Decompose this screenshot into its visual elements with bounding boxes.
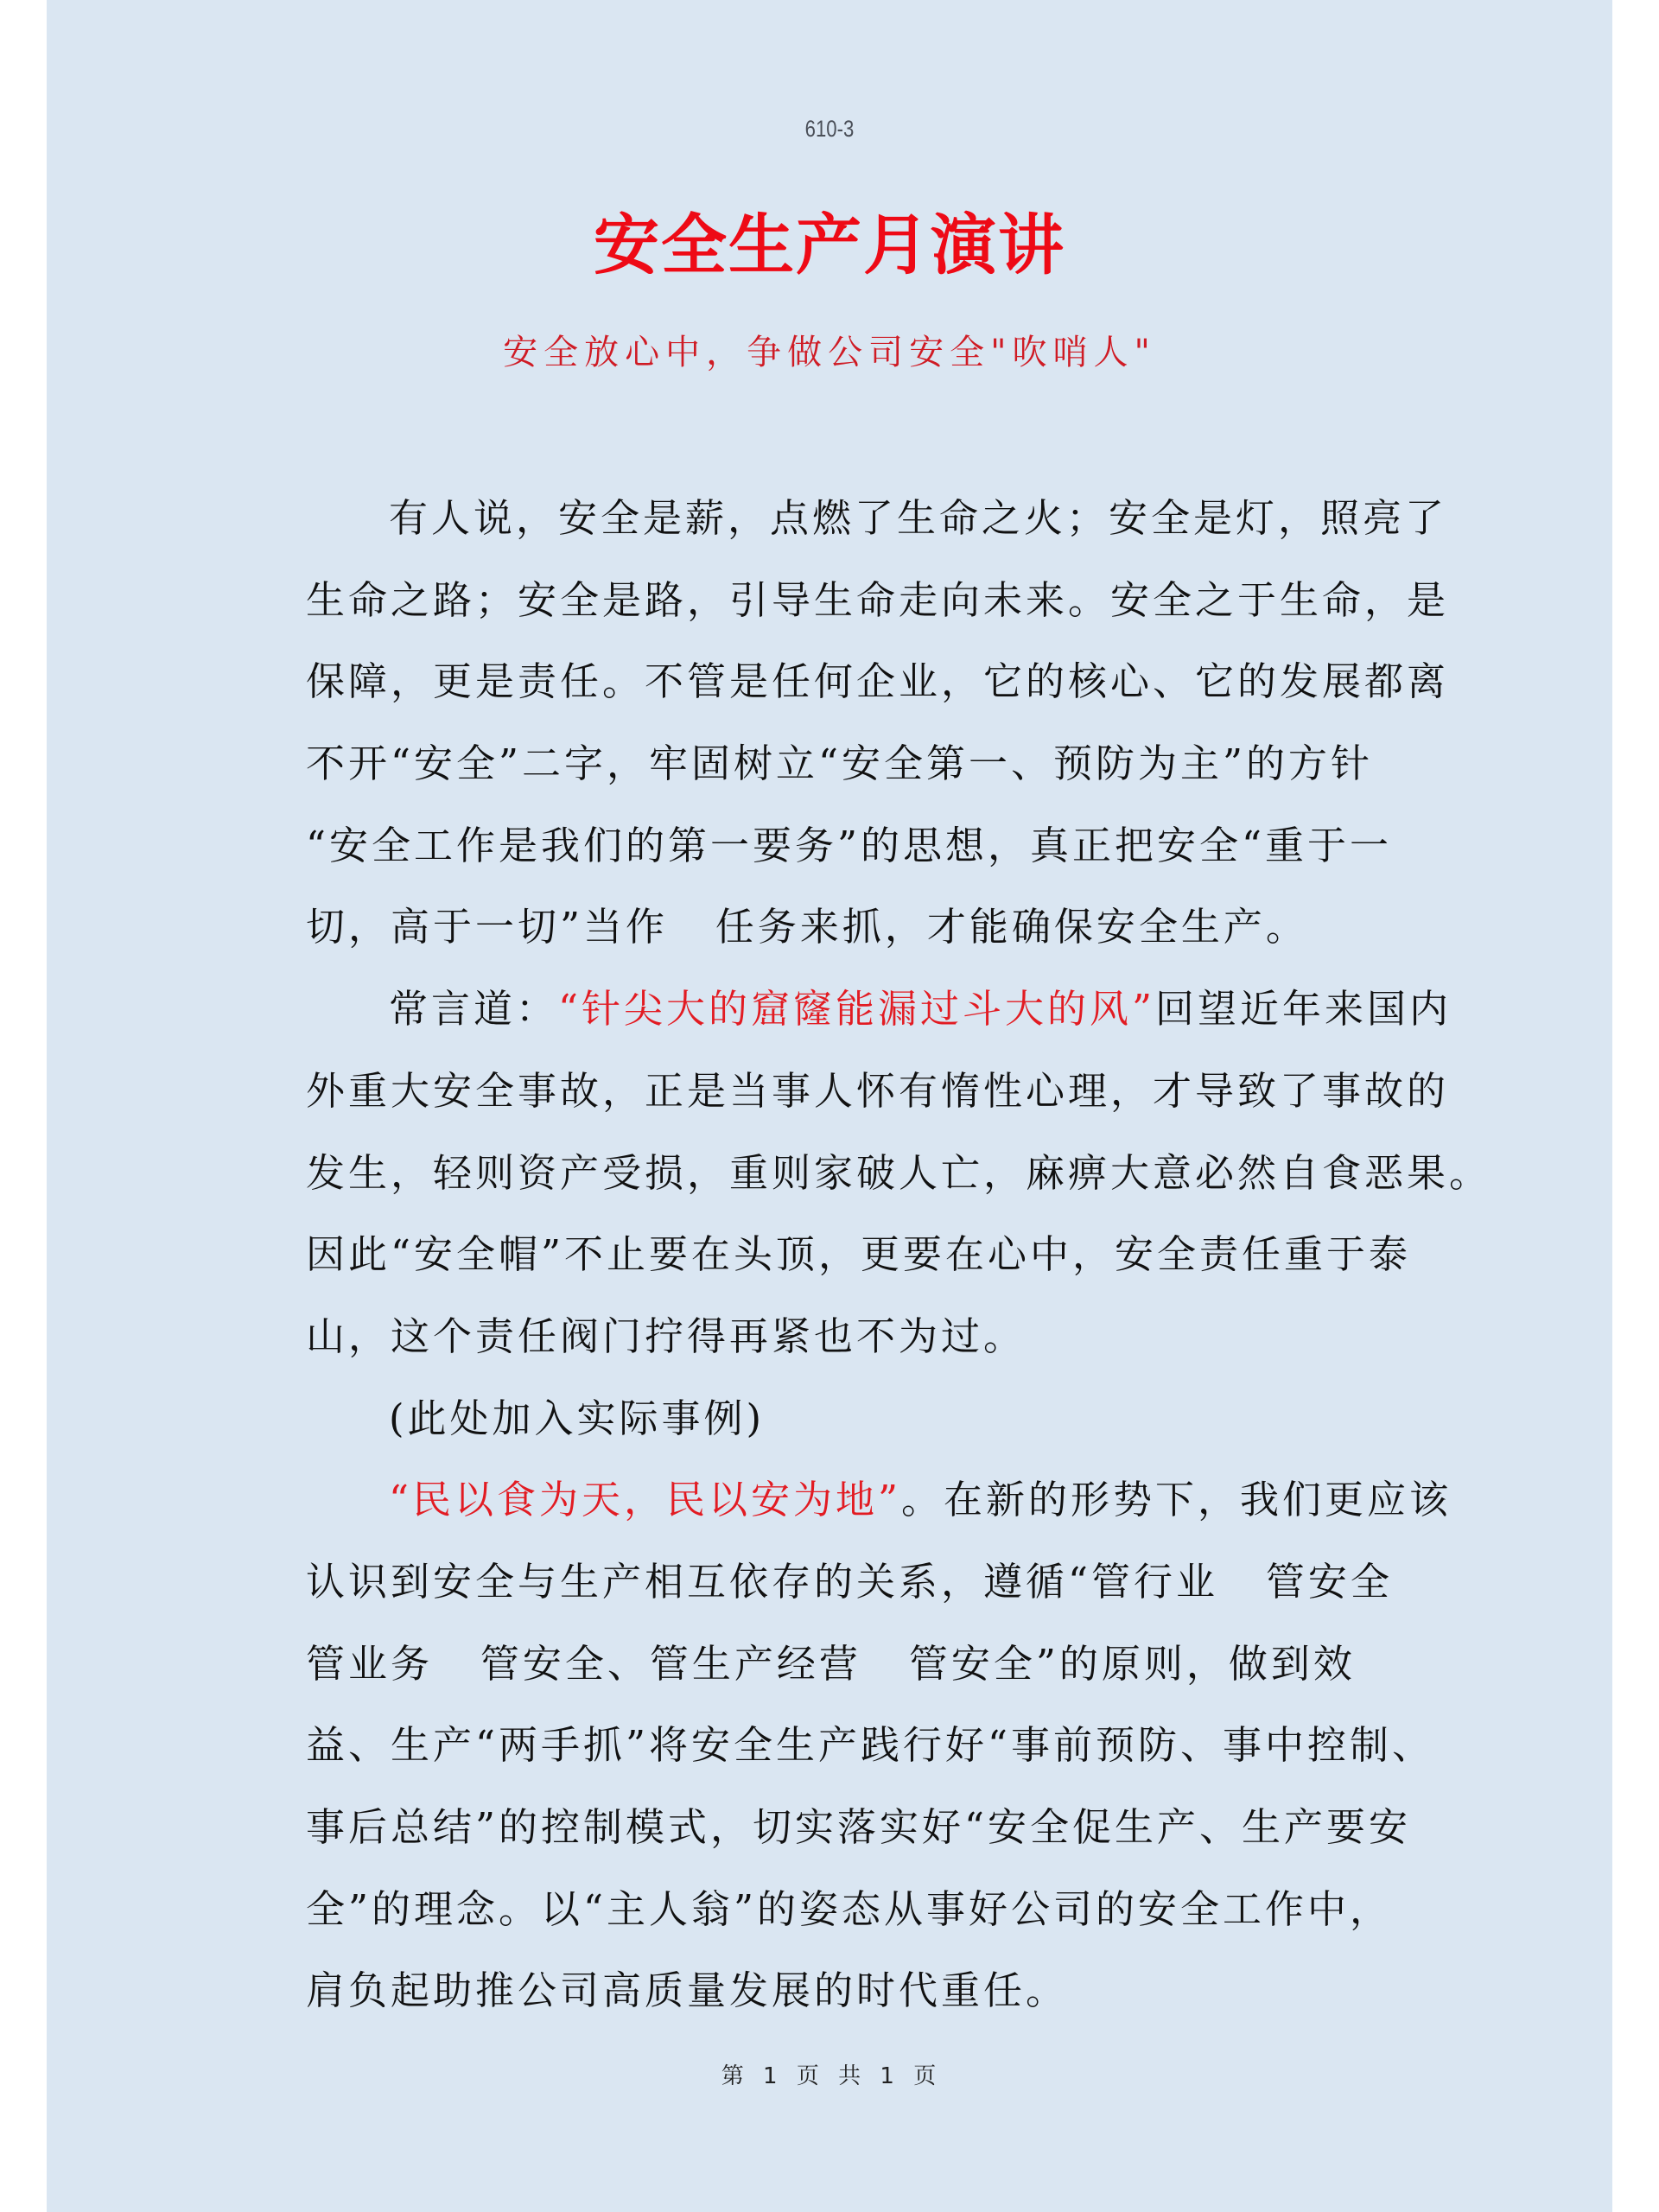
speech-body — [306, 478, 1492, 2032]
text-segment: (此处加入实际事例) — [389, 1395, 766, 1441]
text-line — [306, 478, 1455, 560]
text-segment: 因此“安全帽”不止要在头顶，更要在心中，安全责任重于泰 — [306, 1231, 1412, 1278]
text-segment: 切，高于一切”当作 任务来抓，才能确保安全生产。 — [306, 904, 1308, 950]
document-code: 610-3 — [804, 116, 855, 142]
text-segment: 管业务 管安全、管生产经营 管安全”的原则，做到效 — [306, 1640, 1356, 1687]
text-line — [306, 1296, 1455, 1378]
text-segment: “安全工作是我们的第一要务”的思想，真正把安全“重于一 — [306, 822, 1393, 868]
text-segment: 益、生产“两手抓”将安全生产践行好“事前预防、事中控制、 — [306, 1722, 1435, 1769]
text-line — [306, 969, 1455, 1051]
text-line — [306, 1459, 1455, 1541]
text-segment: 保障，更是责任。不管是任何企业，它的核心、它的发展都离 — [306, 658, 1450, 705]
text-segment: 常言道： — [389, 986, 559, 1033]
text-line — [306, 1133, 1492, 1215]
page-subtitle: 安全放心中，争做公司安全"吹哨人" — [503, 333, 1156, 372]
text-line — [306, 805, 1455, 887]
text-segment: 山，这个责任阀门拧得再紧也不为过。 — [306, 1313, 1027, 1359]
page-title: 安全生产月演讲 — [594, 207, 1065, 283]
emphasis-quote: “民以食为天，民以安为地” — [389, 1477, 902, 1523]
text-line — [306, 641, 1455, 723]
text-line — [306, 887, 1455, 969]
text-line — [306, 1051, 1455, 1133]
text-line — [306, 1624, 1455, 1706]
text-line — [306, 1869, 1455, 1951]
text-line — [306, 1705, 1455, 1787]
emphasis-quote: “针尖大的窟窿能漏过斗大的风” — [558, 986, 1156, 1033]
text-line — [306, 1214, 1455, 1296]
text-line — [306, 1787, 1455, 1869]
text-segment: 有人说，安全是薪，点燃了生命之火；安全是灯，照亮了 — [389, 495, 1448, 541]
text-line — [306, 723, 1455, 805]
text-segment: 生命之路；安全是路，引导生命走向未来。安全之于生命，是 — [306, 576, 1450, 623]
text-segment: 肩负起助推公司高质量发展的时代重任。 — [306, 1967, 1069, 2014]
text-segment: 回望近年来国内 — [1155, 986, 1452, 1033]
text-segment: 全”的理念。以“主人翁”的姿态从事好公司的安全工作中， — [306, 1885, 1393, 1932]
text-segment: 认识到安全与生产相互依存的关系，遵循“管行业 管安全 — [306, 1558, 1393, 1605]
text-line — [306, 1378, 1455, 1460]
text-line — [306, 1950, 1455, 2032]
text-segment: 外重大安全事故，正是当事人怀有惰性心理，才导致了事故的 — [306, 1067, 1450, 1114]
text-segment: 发生，轻则资产受损，重则家破人亡，麻痹大意必然自食恶果。 — [306, 1149, 1492, 1196]
text-segment: 。在新的形势下，我们更应该 — [901, 1477, 1452, 1523]
text-line — [306, 1541, 1455, 1624]
document-page — [47, 0, 1612, 2212]
text-segment: 不开“安全”二字，牢固树立“安全第一、预防为主”的方针 — [306, 741, 1374, 787]
text-segment: 事后总结”的控制模式，切实落实好“安全促生产、生产要安 — [306, 1804, 1412, 1850]
text-line — [306, 560, 1455, 642]
page-footer: 第 1 页 共 1 页 — [721, 2063, 938, 2089]
